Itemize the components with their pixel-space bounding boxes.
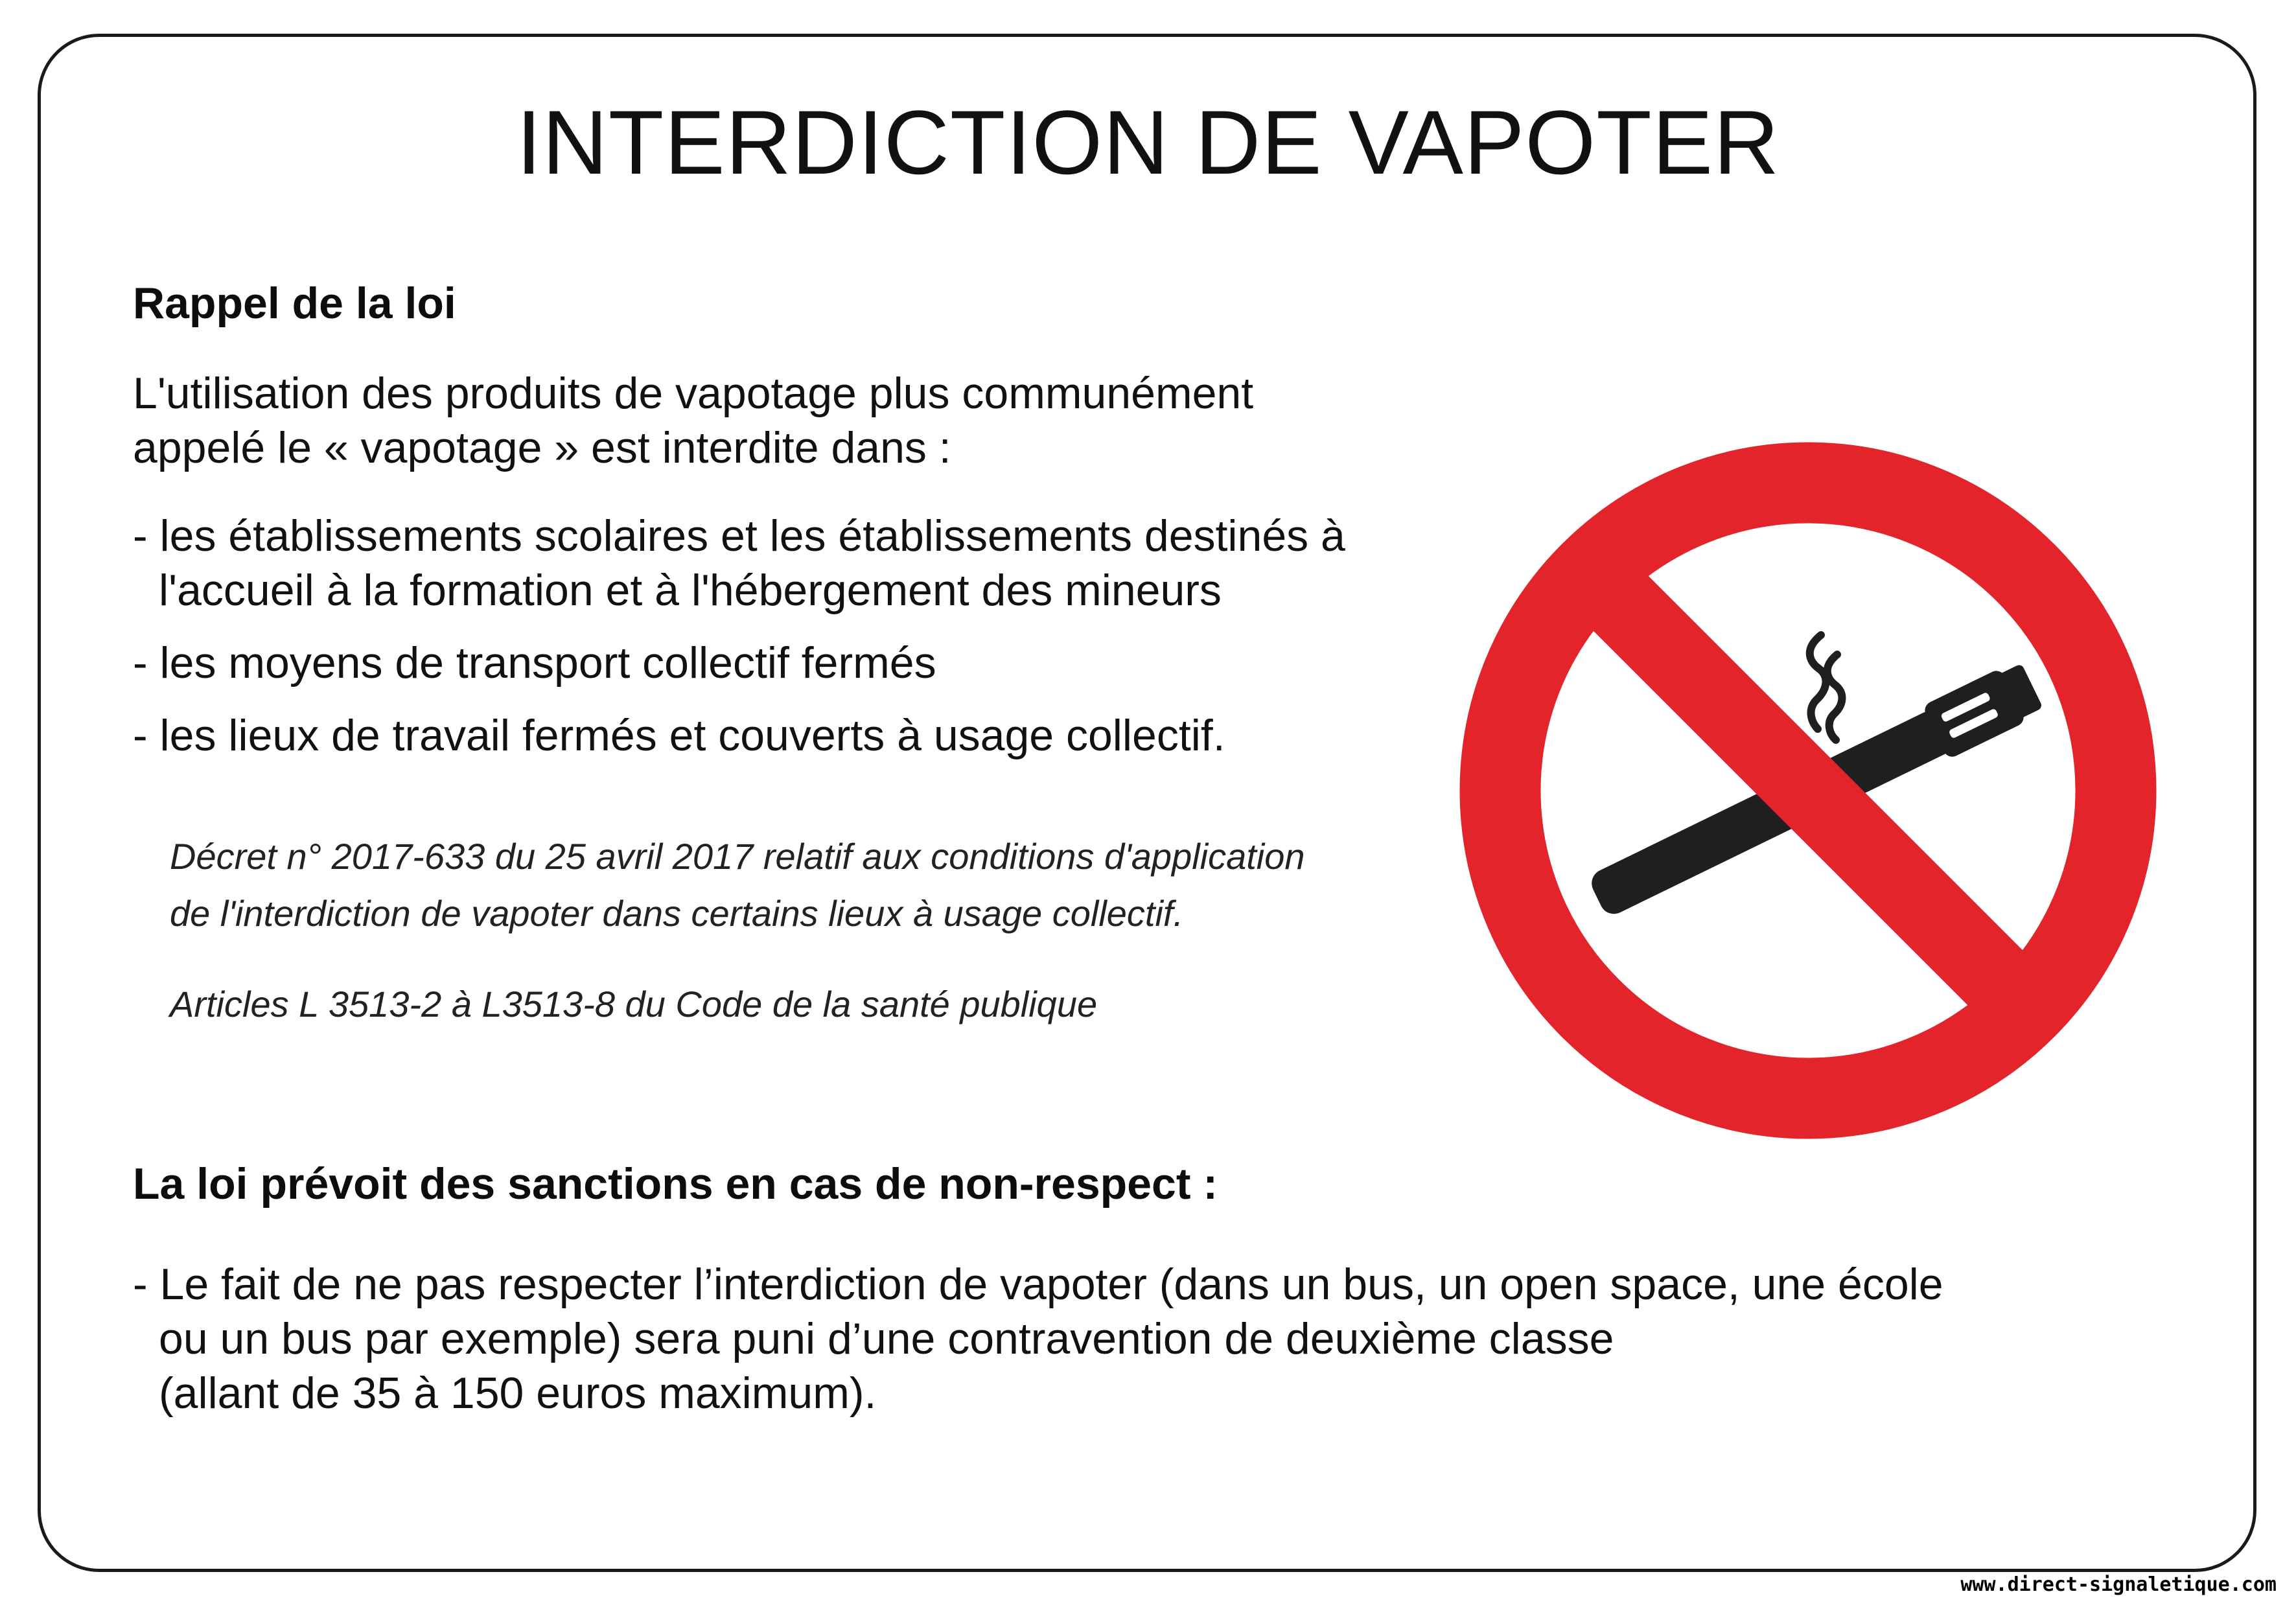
list-item	[133, 509, 1345, 618]
list-item-line: l'accueil à la formation et à l'hébergement des mineurs	[159, 566, 1222, 615]
sanction-line: - Le fait de ne pas respecter l’interdiction de vapoter (dans un bus, un open space, une école	[133, 1260, 1943, 1309]
articles-reference: Articles L 3513-2 à L3513-8 du Code de la santé publique	[170, 984, 1098, 1024]
no-vaping-icon	[1455, 441, 2161, 1140]
list-item	[133, 708, 1345, 763]
smoke-icon	[1810, 635, 1842, 740]
list-item-line: - les lieux de travail fermés et couverts à usage collectif.	[133, 711, 1225, 760]
rappel-intro-line: appelé le « vapotage » est interdite dans :	[133, 423, 951, 472]
prohibited-places-list	[133, 509, 1345, 763]
list-item	[133, 636, 1345, 690]
decret-line: Décret n° 2017-633 du 25 avril 2017 relatif aux conditions d'application	[170, 836, 1305, 877]
list-item-line: - les moyens de transport collectif fermés	[133, 638, 936, 688]
sanction-line: (allant de 35 à 150 euros maximum).	[159, 1369, 877, 1418]
sanctions-heading: La loi prévoit des sanctions en cas de non-respect :	[133, 1159, 1218, 1208]
decret-reference	[170, 828, 1305, 942]
page-title: INTERDICTION DE VAPOTER	[516, 91, 1780, 193]
rappel-intro	[133, 366, 1253, 475]
prohibition-bar	[1591, 573, 2025, 1008]
sanction-line: ou un bus par exemple) sera puni d’une contravention de deuxième classe	[159, 1314, 1614, 1363]
rappel-heading: Rappel de la loi	[133, 279, 456, 328]
footer-url: www.direct-signaletique.com	[1960, 1573, 2277, 1596]
sanction-text	[133, 1257, 1943, 1420]
list-item-line: - les établissements scolaires et les établissements destinés à	[133, 511, 1345, 561]
rappel-intro-line: L'utilisation des produits de vapotage plus communément	[133, 369, 1254, 418]
decret-line: de l'interdiction de vapoter dans certains lieux à usage collectif.	[170, 893, 1184, 934]
